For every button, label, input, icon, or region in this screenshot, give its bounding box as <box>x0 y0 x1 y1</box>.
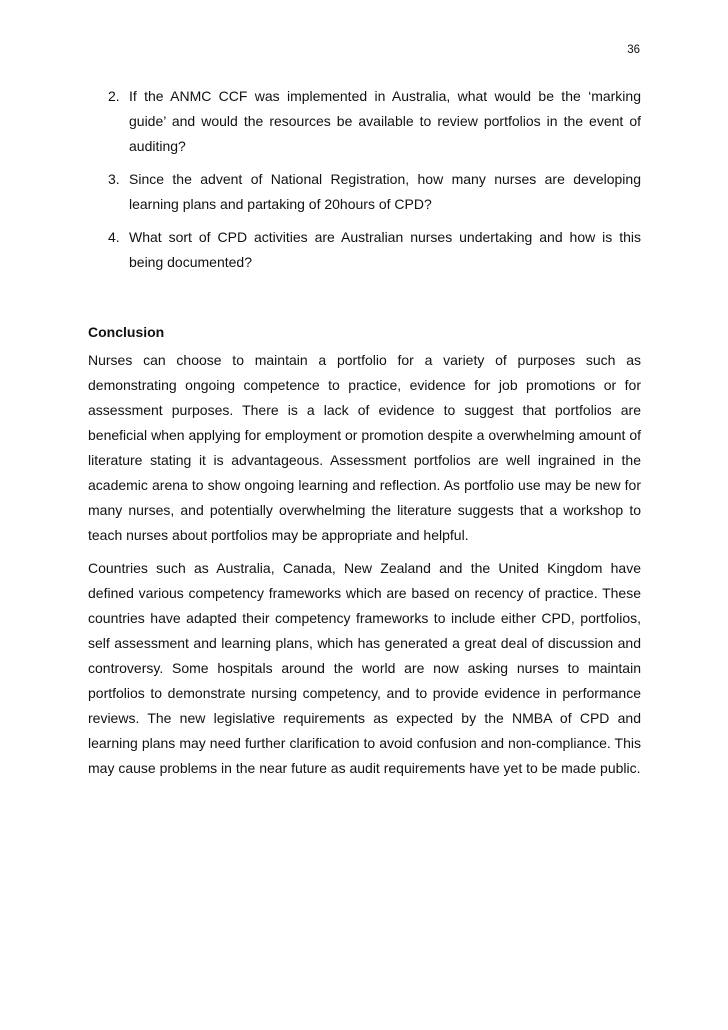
list-item-number: 3. <box>108 171 120 187</box>
question-list <box>88 84 641 275</box>
list-item-number: 2. <box>108 88 120 104</box>
document-body <box>88 84 641 789</box>
list-item-text: If the ANMC CCF was implemented in Australia, what would be the ‘marking guide’ and would the resources be available to review portfolios in the event of auditing? <box>129 88 641 154</box>
list-item-text: Since the advent of National Registration, how many nurses are developing learning plans and partaking of 20hours of CPD? <box>129 171 641 212</box>
list-item-number: 4. <box>108 229 120 245</box>
list-item-text: What sort of CPD activities are Australian nurses undertaking and how is this being documented? <box>129 229 641 270</box>
paragraph: Countries such as Australia, Canada, New Zealand and the United Kingdom have defined various competency frameworks which are based on recency of practice. These countries have adapted their competency frameworks to include either CPD, portfolios, self assessment and learning plans, which has generated a great deal of discussion and controversy. Some hospitals around the world are now asking nurses to maintain portfolios to demonstrate nursing competency, and to provide evidence in performance reviews. The new legislative requirements as expected by the NMBA of CPD and learning plans may need further clarification to avoid confusion and non-compliance. This may cause problems in the near future as audit requirements have yet to be made public. <box>88 560 641 776</box>
paragraph: Nurses can choose to maintain a portfolio for a variety of purposes such as demonstrating ongoing competence to practice, evidence for job promotions or for assessment purposes. There is a lack of evidence to suggest that portfolios are beneficial when applying for employment or promotion despite a overwhelming amount of literature stating it is advantageous. Assessment portfolios are well ingrained in the academic arena to show ongoing learning and reflection. As portfolio use may be new for many nurses, and potentially overwhelming the literature suggests that a workshop to teach nurses about portfolios may be appropriate and helpful. <box>88 352 641 543</box>
list-item <box>88 167 641 217</box>
page-number: 36 <box>627 44 640 56</box>
list-item <box>88 84 641 159</box>
section-heading: Conclusion <box>88 324 165 340</box>
list-item <box>88 225 641 275</box>
